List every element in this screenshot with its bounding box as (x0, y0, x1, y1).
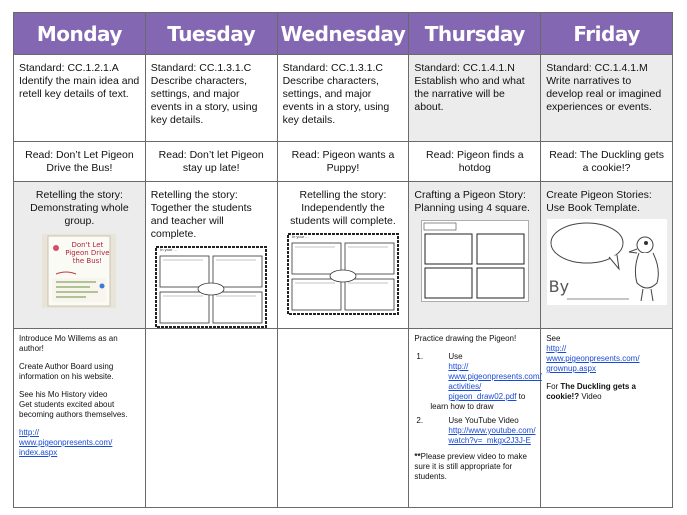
standard-cell-friday (541, 55, 673, 142)
worksheet-heading: In your ... (160, 247, 177, 252)
mo-willems-site-link[interactable]: http:// www.pigeonpresents.com/ index.aspx (19, 428, 113, 457)
activity-cell-thursday (409, 182, 541, 329)
standard-code: Standard: CC.1.3.1.C (282, 62, 383, 74)
notes-row (14, 329, 673, 508)
read-row (14, 142, 673, 182)
monday-note-1: Introduce Mo Willems as an author! (19, 334, 118, 353)
day-header-wednesday: Wednesday (277, 13, 409, 55)
pigeon-grownup-link[interactable]: http:// www.pigeonpresents.com/ grownup.aspx (546, 344, 640, 373)
standard-code: Standard: CC.1.3.1.C (150, 62, 252, 74)
read-cell-thursday (409, 142, 541, 182)
standard-cell-monday (14, 55, 146, 142)
standard-text: Identify the main idea and retell key details of text. (19, 75, 140, 100)
read-text: Read: The Duckling gets a cookie!? (549, 148, 664, 174)
activity-cell-wednesday (277, 182, 409, 329)
standard-code: Standard: CC.1.4.1.N (414, 62, 515, 74)
activity-text: Crafting a Pigeon Story: Planning using 4 square. (414, 189, 530, 214)
notes-cell-thursday: Practice drawing the Pigeon! 1. Use http:// www.pigeonpresents.com/ activities/ pigeon_draw02.pdf to learn how to draw 2. Use YouTube Video http://www.youtube.com/ watch?v=_mkgx2J3J-E **Please preview video to make sure it is still appropriate for students. (409, 329, 541, 508)
standard-text: Describe characters, settings, and major events in a story, using key details. (282, 75, 390, 126)
friday-see: See (546, 334, 561, 343)
activity-cell-friday (541, 182, 673, 329)
activity-row (14, 182, 673, 329)
day-header-thursday: Thursday (409, 13, 541, 55)
standard-cell-thursday (409, 55, 541, 142)
activity-cell-monday (14, 182, 146, 329)
activity-text: Retelling the story: Together the students and teacher will complete. (150, 189, 252, 240)
activity-text: Create Pigeon Stories: Use Book Template. (546, 189, 652, 214)
retell-worksheet-image (287, 233, 399, 315)
read-cell-tuesday (145, 142, 277, 182)
read-text: Read: Don’t Let Pigeon Drive the Bus! (25, 148, 134, 174)
draw-pigeon-pdf-link[interactable]: http:// www.pigeonpresents.com/ activities/ pigeon_draw02.pdf (448, 362, 542, 401)
thursday-steps (414, 352, 542, 446)
retell-worksheet-thumbnail (287, 233, 399, 315)
day-header-monday: Monday (14, 13, 146, 55)
notes-cell-friday (541, 329, 673, 508)
day-header-friday: Friday (541, 13, 673, 55)
read-cell-monday (14, 142, 146, 182)
notes-cell-tuesday (145, 329, 277, 508)
book-template-thumbnail (547, 219, 667, 305)
standard-code: Standard: CC.1.4.1.M (546, 62, 648, 74)
lesson-plan-table (13, 12, 673, 508)
standard-text: Write narratives to develop real or imagined experiences or events. (546, 75, 662, 113)
four-square-image (421, 220, 529, 302)
read-text: Read: Pigeon finds a hotdog (426, 148, 524, 174)
retell-worksheet-image (155, 246, 267, 328)
activity-text: Retelling the story: Demonstrating whole group. (30, 189, 129, 227)
read-text: Read: Don’t let Pigeon stay up late! (158, 148, 264, 174)
notes-cell-wednesday (277, 329, 409, 508)
notes-cell-monday (14, 329, 146, 508)
preview-warning: Please preview video to make sure it is still appropriate for students. (414, 452, 527, 481)
anchor-chart-title: Don't Let Pigeon Drive the Bus! (65, 241, 110, 265)
activity-cell-tuesday (145, 182, 277, 329)
anchor-chart-photo (42, 234, 116, 308)
standard-text: Describe characters, settings, and major events in a story, using key details. (150, 75, 258, 126)
header-row (14, 13, 673, 55)
read-cell-wednesday (277, 142, 409, 182)
friday-video-note: For The Duckling gets a cookie!? Video (546, 382, 636, 401)
step-2: 2. Use YouTube Video http://www.youtube.com/ watch?v=_mkgx2J3J-E (416, 416, 536, 445)
worksheet-heading: In your ... (291, 234, 309, 239)
standard-text: Establish who and what the narrative will be about. (414, 75, 525, 113)
standard-cell-wednesday (277, 55, 409, 142)
standards-row (14, 55, 673, 142)
youtube-video-link[interactable]: http://www.youtube.com/ watch?v=_mkgx2J3J-E (448, 426, 536, 445)
read-text: Read: Pigeon wants a Puppy! (291, 148, 395, 174)
monday-note-2: Create Author Board using information on his website. (19, 362, 114, 381)
day-header-tuesday: Tuesday (145, 13, 277, 55)
read-cell-friday (541, 142, 673, 182)
standard-cell-tuesday (145, 55, 277, 142)
standard-code: Standard: CC.1.2.1.A (19, 62, 119, 74)
activity-text: Retelling the story: Independently the students will complete. (290, 189, 396, 227)
by-label: By (548, 277, 570, 296)
monday-note-3b: Get students excited about becoming authors themselves. (19, 400, 128, 419)
thursday-intro: Practice drawing the Pigeon! (414, 334, 517, 343)
step-1: 1. Use http:// www.pigeonpresents.com/ activities/ pigeon_draw02.pdf to learn how to draw (416, 352, 542, 411)
monday-note-3a: See his Mo History video (19, 390, 108, 399)
four-square-thumbnail (421, 220, 529, 302)
retell-worksheet-thumbnail (155, 246, 267, 328)
